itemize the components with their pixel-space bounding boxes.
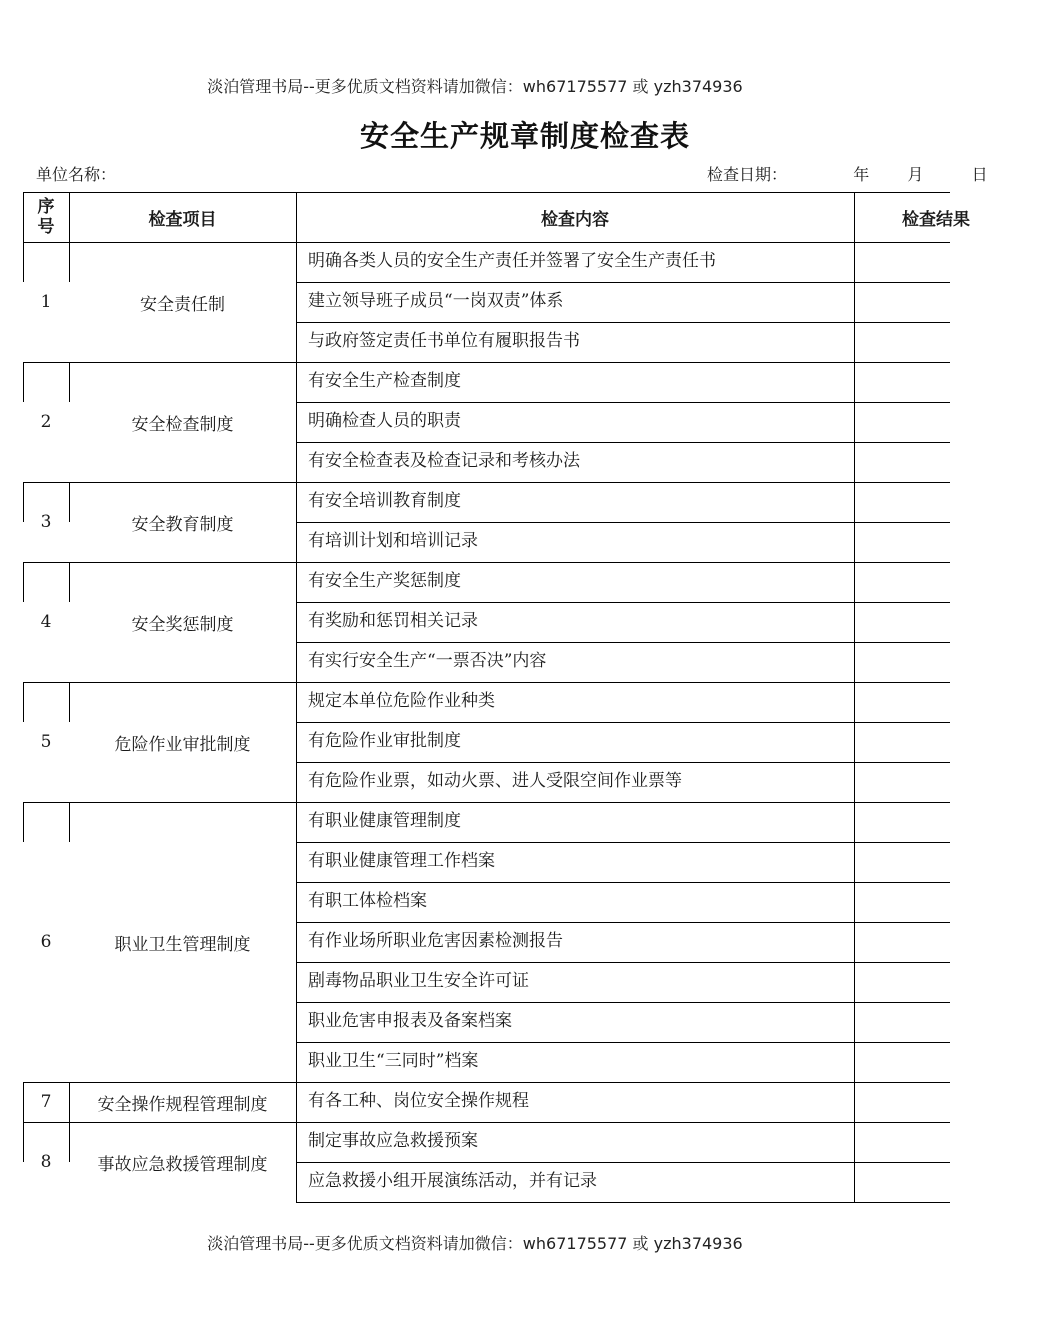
row-content: 明确检查人员的职责 [308,411,461,431]
header-result: 检查结果 [902,209,970,230]
row-seq: 7 [40,1092,52,1112]
table-rule [296,722,950,723]
header-item: 检查项目 [148,209,217,230]
table-rule [23,242,24,282]
table-rule [69,802,70,842]
table-rule [69,1082,70,1122]
table-rule [69,362,70,402]
row-content: 职业卫生“三同时”档案 [308,1051,479,1071]
row-content: 有奖励和惩罚相关记录 [308,611,478,631]
table-rule [296,762,950,763]
date-year-label: 年 [853,165,870,184]
table-rule [296,442,950,443]
row-item: 事故应急救援管理制度 [97,1154,268,1175]
header-content: 检查内容 [541,209,609,230]
table-rule [296,842,950,843]
check-date-label: 检查日期： [707,165,788,184]
row-content: 应急救援小组开展演练活动，并有记录 [308,1171,597,1191]
row-item: 安全教育制度 [131,514,234,535]
row-content: 有安全生产检查制度 [308,371,461,391]
row-item: 职业卫生管理制度 [114,934,251,955]
row-content: 有安全生产奖惩制度 [308,571,461,591]
table-rule [23,482,24,522]
table-rule [69,562,70,602]
table-rule [296,602,950,603]
row-item: 危险作业审批制度 [114,734,251,755]
row-item: 安全责任制 [140,294,225,315]
table-rule [23,562,24,602]
table-rule [69,242,70,282]
row-item: 安全奖惩制度 [131,614,234,635]
table-rule [296,1042,950,1043]
table-rule [854,242,855,362]
row-content: 有作业场所职业危害因素检测报告 [308,931,563,951]
table-rule [296,322,950,323]
row-seq: 5 [40,732,52,752]
row-item: 安全检查制度 [131,414,234,435]
row-seq: 2 [40,412,52,432]
table-rule [854,562,855,682]
row-seq: 1 [40,292,52,312]
table-rule [296,522,950,523]
row-seq: 3 [40,512,52,532]
row-content: 建立领导班子成员“一岗双责”体系 [308,291,564,311]
table-rule [854,362,855,482]
table-rule [69,1122,70,1162]
table-rule [23,1082,24,1122]
date-month-label: 月 [907,165,924,184]
table-rule [854,802,855,1082]
table-rule [296,882,950,883]
table-rule [296,282,950,283]
table-rule [23,1122,24,1162]
row-content: 有安全检查表及检查记录和考核办法 [308,451,580,471]
table-rule [296,962,950,963]
row-content: 有职业健康管理工作档案 [308,851,495,871]
unit-name-label: 单位名称： [36,165,117,184]
table-rule [23,802,24,842]
row-content: 制定事故应急救援预案 [308,1131,478,1151]
row-content: 有安全培训教育制度 [308,491,461,511]
table-rule [23,682,24,722]
watermark-footer: 淡泊管理书局--更多优质文档资料请加微信：wh67175577 或 yzh374936 [207,1234,743,1253]
row-content: 有职业健康管理制度 [308,811,461,831]
date-day-label: 日 [971,165,988,184]
row-content: 有实行安全生产“一票否决”内容 [308,651,547,671]
header-seq: 序号 [37,197,55,237]
row-content: 职业危害申报表及备案档案 [308,1011,512,1031]
row-content: 有职工体检档案 [308,891,427,911]
row-content: 有危险作业审批制度 [308,731,461,751]
table-rule [296,922,950,923]
table-rule [296,1002,950,1003]
table-rule [296,1202,950,1203]
table-rule [854,682,855,802]
row-seq: 8 [40,1152,52,1172]
table-rule [69,482,70,522]
row-seq: 6 [40,932,52,952]
document-title: 安全生产规章制度检查表 [359,119,690,153]
row-content: 剧毒物品职业卫生安全许可证 [308,971,529,991]
row-content: 与政府签定责任书单位有履职报告书 [308,331,580,351]
table-rule [854,1082,855,1122]
row-content: 明确各类人员的安全生产责任并签署了安全生产责任书 [308,251,716,271]
table-rule [296,642,950,643]
table-rule [296,1162,950,1163]
row-content: 有培训计划和培训记录 [308,531,478,551]
table-rule [296,402,950,403]
row-seq: 4 [40,612,52,632]
row-content: 规定本单位危险作业种类 [308,691,495,711]
table-rule [69,682,70,722]
watermark-header: 淡泊管理书局--更多优质文档资料请加微信：wh67175577 或 yzh374936 [207,77,743,96]
row-content: 有危险作业票，如动火票、进人受限空间作业票等 [308,771,682,791]
row-item: 安全操作规程管理制度 [97,1094,268,1115]
row-content: 有各工种、岗位安全操作规程 [308,1091,529,1111]
table-rule [23,362,24,402]
